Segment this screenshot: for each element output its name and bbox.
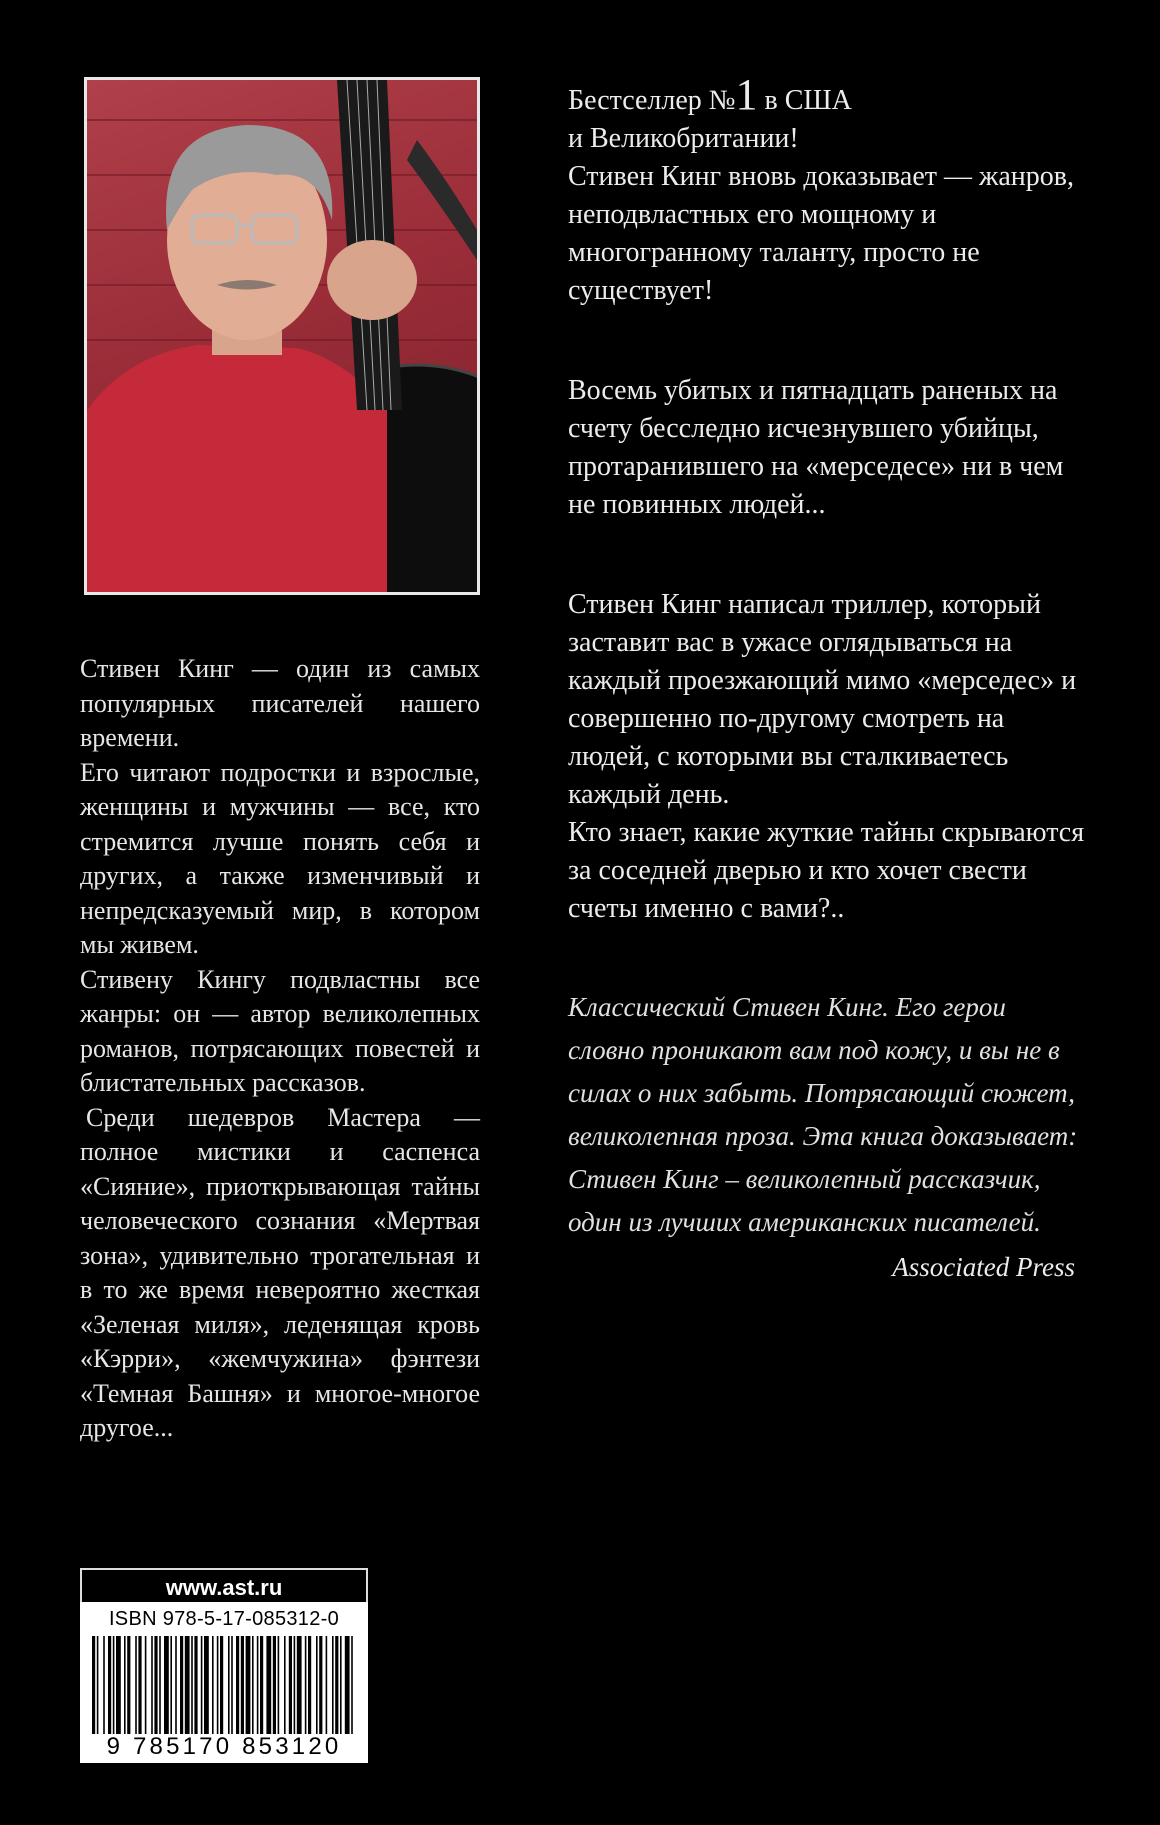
headline-suffix: в США xyxy=(757,85,852,116)
bio-paragraph: Среди шедевров Мастера — полное мистики и саспенса «Сияние», приоткрывающая тайны человеческого сознания «Мертвая зона», удивительно трогательная и в то же время невероятно жесткая «Зеленая миля», леденящая кровь «Кэрри», «жемчужина» фэнтези «Темная Башня» и многое-многое другое... xyxy=(80,1102,480,1442)
barcode-bar xyxy=(175,1636,177,1734)
blurb-paragraph: Стивен Кинг написал триллер, который заставит вас в ужасе оглядываться на каждый проезжающий мимо «мерседес» и совершенно по-другому смотреть на людей, с которыми вы сталкиваетесь каждый день. xyxy=(568,589,1077,810)
barcode-bar xyxy=(127,1636,130,1734)
blurb-paragraph: Стивен Кинг вновь доказывает — жанров, неподвластных его мощному и многогранному таланту, просто не существует! xyxy=(568,161,1074,306)
barcode-bar xyxy=(284,1636,286,1734)
publisher-website: www.ast.ru xyxy=(80,1568,368,1604)
review-quote: Классический Стивен Кинг. Его герои словно проникают вам под кожу, и вы не в силах о них забыть. Потрясающий сюжет, великолепная проза. Эта книга доказывает: Стивен Кинг – великолепный рассказчик, один из лучших американских писателей. xyxy=(568,992,1078,1237)
author-photo xyxy=(84,77,480,595)
barcode-bar xyxy=(217,1636,219,1734)
barcode-bar xyxy=(308,1636,311,1734)
barcode-bar xyxy=(231,1636,233,1734)
barcode-bar xyxy=(124,1636,126,1734)
barcode-bar xyxy=(332,1636,334,1734)
barcode-bar xyxy=(335,1636,338,1734)
barcode-bar xyxy=(113,1636,115,1734)
barcode-bar xyxy=(180,1636,183,1734)
barcode-bar xyxy=(273,1636,276,1734)
bio-paragraph: Стивен Кинг — один из самых популярных писателей нашего времени. xyxy=(80,654,480,752)
barcode-bar xyxy=(145,1636,147,1734)
barcode-bar xyxy=(289,1636,292,1734)
barcode-bar xyxy=(316,1636,318,1734)
bio-paragraph: Стивену Кингу подвластны все жанры: он — автор великолепных романов, потрясающих повестей и блистательных рассказов. xyxy=(80,964,480,1097)
barcode-bar xyxy=(185,1636,190,1734)
barcode-bar xyxy=(116,1636,121,1734)
barcode-bar xyxy=(305,1636,307,1734)
barcode-digits: 9 785170 853120 xyxy=(106,1733,342,1760)
barcode-bar xyxy=(260,1636,263,1734)
barcode-bar xyxy=(257,1636,259,1734)
barcode-bar xyxy=(194,1636,197,1734)
barcode-bar xyxy=(297,1636,302,1734)
headline xyxy=(568,70,1088,310)
barcode-bar xyxy=(326,1636,328,1734)
barcode-bar xyxy=(228,1636,230,1734)
blurb-column xyxy=(568,70,1088,1286)
headline-line2: и Великобритании! xyxy=(568,123,799,154)
headline-prefix: Бестселлер № xyxy=(568,85,736,116)
barcode-bar xyxy=(294,1636,296,1734)
barcode-bar xyxy=(170,1636,172,1734)
barcode-bar xyxy=(97,1636,99,1734)
barcode-bar xyxy=(103,1636,105,1734)
barcode-bar xyxy=(212,1636,214,1734)
barcode-bar xyxy=(351,1636,353,1734)
barcode-block xyxy=(80,1602,368,1763)
barcode-bar xyxy=(159,1636,161,1734)
barcode-bar xyxy=(92,1636,95,1734)
bio-paragraph: Его читают подростки и взрослые, женщины и мужчины — все, кто стремится лучше понять себя и других, а также изменчивый и непредсказуемый мир, в котором мы живем. xyxy=(80,757,480,959)
barcode-bar xyxy=(246,1636,251,1734)
isbn-text: ISBN 978-5-17-085312-0 xyxy=(108,1608,340,1630)
barcode-bar xyxy=(201,1636,203,1734)
barcode-bar xyxy=(108,1636,111,1734)
barcode-bar xyxy=(135,1636,137,1734)
barcode-bar xyxy=(266,1636,271,1734)
barcode-bar xyxy=(252,1636,254,1734)
barcode-bar xyxy=(278,1636,280,1734)
barcode-bar xyxy=(220,1636,223,1734)
barcode-bar xyxy=(319,1636,322,1734)
barcode-bar xyxy=(340,1636,342,1734)
barcode-icon xyxy=(88,1636,360,1734)
barcode-bar xyxy=(154,1636,157,1734)
headline-number: 1 xyxy=(735,70,758,119)
barcode-bar xyxy=(204,1636,209,1734)
author-photo-illustration xyxy=(87,80,477,592)
barcode-bar xyxy=(345,1636,350,1734)
barcode-bar xyxy=(236,1636,239,1734)
barcode-bar xyxy=(164,1636,169,1734)
blurb-paragraph: Кто знает, какие жуткие тайны скрываются за соседней дверью и кто хочет свести счеты именно с вами?.. xyxy=(568,817,1085,924)
barcode-bar xyxy=(191,1636,193,1734)
review-attribution: Associated Press xyxy=(892,1252,1075,1282)
barcode-bar xyxy=(151,1636,153,1734)
blurb-paragraph: Восемь убитых и пятнадцать раненых на счету бесследно исчезнувшего убийцы, протаранившего на «мерседесе» ни в чем не повинных людей... xyxy=(568,375,1064,520)
barcode-bar xyxy=(138,1636,141,1734)
author-bio xyxy=(80,652,480,1446)
barcode-bar xyxy=(241,1636,244,1734)
